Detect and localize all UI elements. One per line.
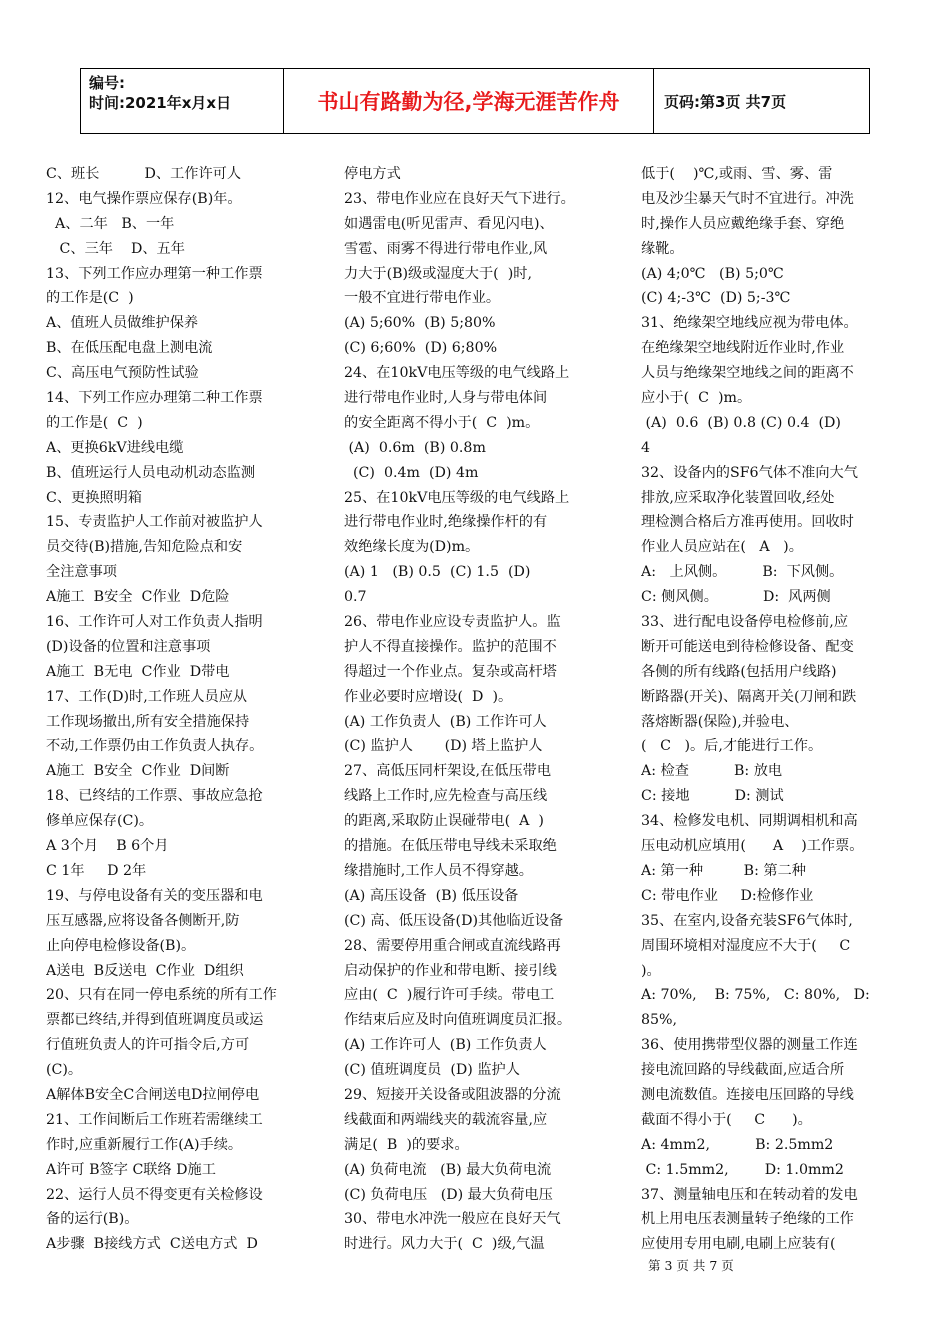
text-line: 35、在室内,设备充装SF6气体时, [641,912,853,929]
text-line: 理检测合格后方准再使用。回收时 [641,514,854,531]
text-line: 不动,工作票仍由工作负责人执存。 [46,738,264,755]
text-line: 线截面和两端线夹的载流容量,应 [344,1111,548,1128]
text-line: B、值班运行人员电动机动态监测 [46,464,256,481]
text-line: ( C )。后,才能进行工作。 [641,738,823,755]
text-line: (A) 1 (B) 0.5 (C) 1.5 (D) [344,564,531,581]
text-line: 作业人员应站在( A )。 [641,539,803,556]
text-line: A、更换6kV进线电缆 [46,439,184,456]
text-line: 34、检修发电机、同期调相机和高 [641,813,858,830]
text-line: A送电 B反送电 C作业 D组织 [46,962,244,979]
text-line: A施工 B安全 C作业 D危险 [46,589,230,606]
text-line: 修单应保存(C)。 [46,813,154,830]
text-line: A步骤 B接线方式 C送电方式 D [46,1236,258,1253]
text-line: 周围环境相对湿度应不大于( C [641,937,851,954]
text-line: 压互感器,应将设备各侧断开,防 [46,912,240,929]
header-meta [81,69,284,133]
text-line: (A) 0.6 (B) 0.8 (C) 0.4 (D) [641,414,841,431]
text-line: (C) 负荷电压 (D) 最大负荷电压 [344,1186,553,1203]
text-line: 的距离,采取防止误碰带电( A ) [344,813,544,830]
text-line: 线路上工作时,应先检查与高压线 [344,788,548,805]
text-line: A 3个月 B 6个月 [46,838,169,855]
text-line: 应小于( C )m。 [641,390,752,407]
text-line: 85%, [641,1012,678,1029]
text-line: 23、带电作业应在良好天气下进行。 [344,190,575,207]
text-line: )。 [641,962,661,979]
text-line: 应由( C )履行许可手续。带电工 [344,987,555,1004]
text-line: 37、测量轴电压和在转动着的发电 [641,1186,858,1203]
text-line: (A) 高压设备 (B) 低压设备 [344,887,519,904]
text-line: 0.7 [344,589,367,606]
text-line: 16、工作许可人对工作负责人指明 [46,614,263,631]
text-line: (C) 0.4m (D) 4m [344,464,479,481]
text-line: 效绝缘长度为(D)m。 [344,539,480,556]
text-line: 缘靴。 [641,240,684,257]
text-line: C、更换照明箱 [46,489,142,506]
text-line: 排放,应采取净化装置回收,经处 [641,489,835,506]
text-line: 15、专责监护人工作前对被监护人 [46,514,263,531]
text-line: 测电流数值。连接电压回路的导线 [641,1086,854,1103]
text-line: 护人不得直接操作。监护的范围不 [344,638,557,655]
text-line: A: 第一种 B: 第二种 [641,862,806,879]
text-line: C、班长 D、工作许可人 [46,166,242,182]
text-line: 各侧的所有线路(包括用户线路) [641,663,837,680]
text-line: 30、带电水冲洗一般应在良好天气 [344,1211,561,1228]
text-line: 压电动机应填用( A )工作票。 [641,838,864,855]
number-label: 编号: [89,74,125,92]
text-line: (D)设备的位置和注意事项 [46,638,211,655]
text-line: 全注意事项 [46,564,117,581]
text-line: A: 上风侧。 B: 下风侧。 [641,564,844,581]
text-line: 29、短接开关设备或阻波器的分流 [344,1086,561,1103]
text-line: 机上用电压表测量转子绝缘的工作 [641,1211,854,1228]
text-line: C: 侧风侧。 D: 风两侧 [641,589,831,606]
text-line: 雪雹、雨雾不得进行带电作业,风 [344,240,548,257]
text-line: (A) 工作许可人 (B) 工作负责人 [344,1037,547,1054]
text-line: 18、已终结的工作票、事故应急抢 [46,788,263,805]
text-line: 36、使用携带型仪器的测量工作连 [641,1037,858,1054]
text-line: 作时,应重新履行工作(A)手续。 [46,1136,243,1153]
text-line: A、值班人员做维护保养 [46,315,199,332]
text-line: 14、下列工作应办理第二种工作票 [46,390,263,407]
time-label: 时间:2021年x月x日 [89,94,232,112]
text-line: 落熔断器(保险),并验电、 [641,713,799,730]
text-line: 时进行。风力大于( C )级,气温 [344,1236,545,1253]
text-line: C、三年 D、五年 [46,240,185,257]
text-line: 17、工作(D)时,工作班人员应从 [46,688,248,705]
text-line: 一般不宜进行带电作业。 [344,290,501,307]
text-line: C: 接地 D: 测试 [641,788,784,805]
text-line: 20、只有在同一停电系统的所有工作 [46,987,277,1004]
text-line: (C) 高、低压设备(D)其他临近设备 [344,912,564,929]
text-line: 21、工作间断后工作班若需继续工 [46,1111,263,1128]
text-line: 应使用专用电刷,电刷上应装有( [641,1236,836,1253]
text-line: 截面不得小于( C )。 [641,1111,812,1128]
text-line: C: 1.5mm2, D: 1.0mm2 [641,1161,844,1178]
text-line: (C)。 [46,1062,83,1079]
text-line: (C) 6;60% (D) 6;80% [344,340,498,357]
text-column-1 [46,162,314,1257]
text-line: A解体B安全C合闸送电D拉闸停电 [46,1086,260,1103]
text-line: B、在低压配电盘上测电流 [46,340,213,357]
text-line: (A) 0.6m (B) 0.8m [344,439,486,456]
text-line: A: 70%, B: 75%, C: 80%, D: [641,987,870,1004]
text-line: 的工作是( C ) [46,414,143,431]
text-line: 备的运行(B)。 [46,1211,139,1228]
text-line: 票都已终结,并得到值班调度员或运 [46,1012,264,1029]
text-column-3 [641,162,909,1257]
text-line: 时,操作人员应戴绝缘手套、穿绝 [641,215,845,232]
text-line: 12、电气操作票应保存(B)年。 [46,190,242,207]
text-line: A、二年 B、一年 [46,215,175,232]
text-line: 停电方式 [344,166,401,182]
header-page-info: 页码:第3页 共7页 [664,92,787,111]
text-line: A: 4mm2, B: 2.5mm2 [641,1136,834,1153]
text-line: 31、绝缘架空地线应视为带电体。 [641,315,858,332]
text-line: 断开可能送电到待检修设备、配变 [641,638,854,655]
text-line: 进行带电作业时,人身与带电体间 [344,390,548,407]
text-line: 22、运行人员不得变更有关检修设 [46,1186,263,1203]
text-line: A: 检查 B: 放电 [641,763,783,780]
header-motto: 书山有路勤为径,学海无涯苦作舟 [284,69,654,133]
text-line: 24、在10kV电压等级的电气线路上 [344,365,570,382]
text-line: 止向停电检修设备(B)。 [46,937,196,954]
text-line: 26、带电作业应设专责监护人。监 [344,614,561,631]
text-line: 力大于(B)级或湿度大于( )时, [344,265,532,282]
text-line: 25、在10kV电压等级的电气线路上 [344,489,570,506]
text-line: C: 带电作业 D:检修作业 [641,887,814,904]
text-line: (A) 5;60% (B) 5;80% [344,315,496,332]
text-line: (C) 监护人 (D) 塔上监护人 [344,738,543,755]
text-line: 作业必要时应增设( D )。 [344,688,513,705]
text-line: 工作现场撤出,所有安全措施保持 [46,713,250,730]
text-column-2 [344,162,612,1257]
text-line: 员交待(B)措施,告知危险点和安 [46,539,243,556]
page-header [80,68,870,134]
text-line: (A) 负荷电流 (B) 最大负荷电流 [344,1161,552,1178]
text-line: 进行带电作业时,绝缘操作杆的有 [344,514,548,531]
text-line: A施工 B无电 C作业 D带电 [46,663,230,680]
text-line: 28、需要停用重合闸或直流线路再 [344,937,561,954]
text-line: 27、高低压同杆架设,在低压带电 [344,763,552,780]
text-line: 低于( )℃,或雨、雪、雾、雷 [641,166,833,182]
text-line: 4 [641,439,651,456]
text-line: 19、与停电设备有关的变压器和电 [46,887,263,904]
text-line: 如遇雷电(听见雷声、看见闪电)、 [344,215,554,232]
text-line: 的工作是(C ) [46,290,134,307]
text-line: 32、设备内的SF6气体不准向大气 [641,464,858,481]
text-line: 缘措施时,工作人员不得穿越。 [344,862,533,879]
text-line: 33、进行配电设备停电检修前,应 [641,614,849,631]
text-line: (A) 工作负责人 (B) 工作许可人 [344,713,547,730]
text-line: 断路器(开关)、隔离开关(刀闸和跌 [641,688,857,705]
text-line: 行值班负责人的许可指令后,方可 [46,1037,250,1054]
text-line: 得超过一个作业点。复杂或高杆塔 [344,663,557,680]
text-line: (A) 4;0℃ (B) 5;0℃ [641,265,784,282]
text-line: A施工 B安全 C作业 D间断 [46,763,230,780]
text-line: (C) 值班调度员 (D) 监护人 [344,1062,520,1079]
text-line: 接电流回路的导线截面,应适合所 [641,1062,845,1079]
text-line: 人员与绝缘架空地线之间的距离不 [641,365,854,382]
text-line: C、高压电气预防性试验 [46,365,199,382]
text-line: (C) 4;-3℃ (D) 5;-3℃ [641,290,791,307]
text-line: 在绝缘架空地线附近作业时,作业 [641,340,845,357]
text-line: A许可 B签字 C联络 D施工 [46,1161,216,1178]
text-line: C 1年 D 2年 [46,862,147,879]
text-line: 的措施。在低压带电导线未采取绝 [344,838,557,855]
text-line: 13、下列工作应办理第一种工作票 [46,265,263,282]
page-footer: 第 3 页 共 7 页 [648,1258,734,1273]
text-line: 启动保护的作业和带电断、接引线 [344,962,557,979]
text-line: 电及沙尘暴天气时不宜进行。冲洗 [641,190,854,207]
text-line: 满足( B )的要求。 [344,1136,469,1153]
text-line: 作结束后应及时向值班调度员汇报。 [344,1012,572,1029]
text-line: 的安全距离不得小于( C )m。 [344,414,540,431]
